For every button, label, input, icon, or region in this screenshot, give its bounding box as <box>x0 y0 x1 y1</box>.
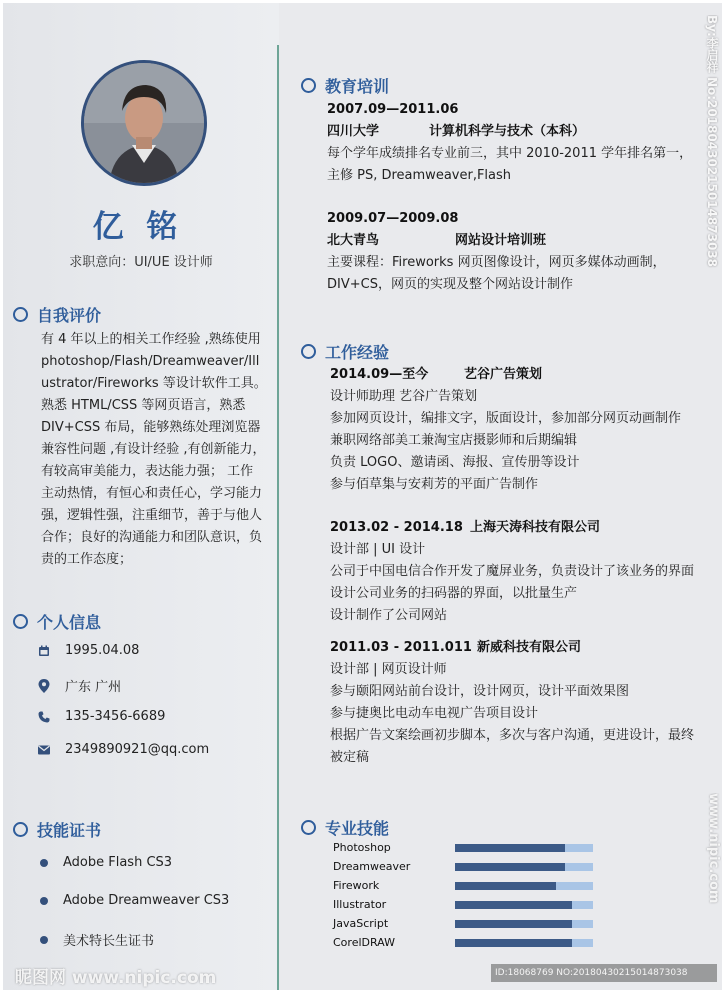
section-title: 技能证书 <box>37 821 102 840</box>
location-pin-icon <box>37 679 51 693</box>
self-eval-text <box>41 329 271 571</box>
work-line: 参与捷奥比电动车电视广告项目设计 <box>330 706 539 721</box>
skill-row <box>333 841 593 854</box>
self-eval-line: 熟悉 HTML/CSS 等网页语言，熟悉 <box>41 398 246 413</box>
cert-item <box>40 893 229 908</box>
work-date: 2013.02 - 2014.18 <box>330 520 463 535</box>
work-line: 设计部 | 网页设计师 <box>330 662 447 677</box>
phone-icon <box>37 710 51 724</box>
section-title: 教育培训 <box>325 77 390 96</box>
bullet-icon <box>40 936 48 944</box>
major-name: 计算机科学与技术（本科） <box>429 124 586 139</box>
bullet-icon <box>40 859 48 867</box>
mail-icon <box>37 743 51 757</box>
skill-bar <box>455 901 593 909</box>
cert-label: Adobe Flash CS3 <box>63 855 173 870</box>
skill-row <box>333 898 593 911</box>
resume-page <box>3 3 722 990</box>
education-line: DIV+CS，网页的实现及整个网站设计制作 <box>327 277 573 292</box>
work-line: 参与佰草集与安莉芳的平面广告制作 <box>330 477 539 492</box>
bullet-icon <box>40 897 48 905</box>
cert-item <box>40 855 172 870</box>
self-eval-line: 有 4 年以上的相关工作经验 ,熟练使用 <box>41 332 261 347</box>
self-eval-line: 责的工作态度； <box>41 552 133 567</box>
skill-bar <box>455 920 593 928</box>
avatar-photo <box>84 63 204 183</box>
watermark-side-bottom: www.nipic.com <box>706 793 721 904</box>
company-name: 新威科技有限公司 <box>477 640 582 655</box>
education-school-row <box>327 121 697 143</box>
skill-name: Illustrator <box>333 898 387 911</box>
section-circle-icon <box>13 822 28 837</box>
email-value: 2349890921@qq.com <box>65 742 210 757</box>
watermark-id: ID:18068769 NO:20180430215014873038 <box>491 964 717 982</box>
self-eval-line: 兼容性问题 ,有设计经验 ,有创新能力， <box>41 442 266 457</box>
watermark-side-top: By:李启祥 No:20180430215014873038 <box>705 15 719 268</box>
section-circle-icon <box>301 78 316 93</box>
skill-bar-fill <box>455 882 556 890</box>
self-eval-line: ustrator/Fireworks 等设计软件工具。 <box>41 376 267 391</box>
info-email <box>37 742 209 757</box>
section-title: 专业技能 <box>325 819 390 838</box>
skill-bar-fill <box>455 901 572 909</box>
skill-name: Firework <box>333 879 380 892</box>
education-entry <box>327 99 697 187</box>
work-date: 2014.09—至今 <box>330 367 429 382</box>
self-eval-line: 主动热情，有恒心和责任心，学习能力 <box>41 486 263 501</box>
education-date: 2009.07—2009.08 <box>327 211 459 226</box>
self-eval-line: DIV+CSS 布局，能够熟练处理浏览器 <box>41 420 261 435</box>
work-line: 设计师助理 艺谷广告策划 <box>330 389 478 404</box>
self-eval-line: photoshop/Flash/Dreamweaver/Ill <box>41 354 260 369</box>
skill-bar <box>455 939 593 947</box>
skill-row <box>333 879 593 892</box>
info-location <box>37 676 121 695</box>
education-school-row <box>327 230 697 252</box>
section-self-eval <box>13 303 101 326</box>
section-title: 个人信息 <box>37 613 102 632</box>
self-eval-line: 强，逻辑性强，注重细节，善于与他人 <box>41 508 263 523</box>
work-line: 公司于中国电信合作开发了魔屏业务，负责设计了该业务的界面 <box>330 564 695 579</box>
education-line: 每个学年成绩排名专业前三，其中 2010-2011 学年排名第一， <box>327 146 693 161</box>
column-divider <box>277 45 279 990</box>
work-header <box>330 364 710 386</box>
section-education <box>301 74 389 97</box>
education-entry <box>327 208 697 296</box>
work-line: 设计制作了公司网站 <box>330 608 448 623</box>
company-name: 上海天涛科技有限公司 <box>470 520 601 535</box>
work-entry <box>330 637 710 769</box>
work-line: 被定稿 <box>330 750 370 765</box>
calendar-icon <box>37 644 51 658</box>
school-name: 四川大学 <box>327 124 380 139</box>
skill-name: Photoshop <box>333 841 391 854</box>
candidate-name: 亿 铭 <box>92 209 184 245</box>
work-line: 根据广告文案绘画初步脚本，多次与客户沟通，更进设计，最终 <box>330 728 695 743</box>
work-line: 参与颐阳网站前台设计，设计网页，设计平面效果图 <box>330 684 630 699</box>
skill-bar <box>455 863 593 871</box>
work-line: 设计公司业务的扫码器的界面，以批量生产 <box>330 586 578 601</box>
work-header <box>330 637 710 659</box>
section-circle-icon <box>301 820 316 835</box>
education-line: 主修 PS, Dreamweaver,Flash <box>327 168 512 183</box>
skill-row <box>333 917 593 930</box>
education-date: 2007.09—2011.06 <box>327 102 459 117</box>
cert-label: 美术特长生证书 <box>63 934 155 949</box>
section-circle-icon <box>301 344 316 359</box>
location-value: 广东 广州 <box>65 680 122 695</box>
self-eval-line: 有较高审美能力，表达能力强； 工作 <box>41 464 254 479</box>
cert-item <box>40 930 154 949</box>
work-entry <box>330 517 710 627</box>
work-line: 兼职网络部美工兼淘宝店摄影师和后期编辑 <box>330 433 578 448</box>
section-title: 工作经验 <box>325 343 390 362</box>
skill-bar <box>455 882 593 890</box>
skill-name: JavaScript <box>333 917 389 930</box>
skill-bar-fill <box>455 920 572 928</box>
skill-name: CorelDRAW <box>333 936 395 949</box>
work-header <box>330 517 710 539</box>
avatar <box>81 60 207 186</box>
info-phone <box>37 709 165 724</box>
work-date: 2011.03 - 2011.011 <box>330 640 472 655</box>
skill-row <box>333 936 593 949</box>
major-name: 网站设计培训班 <box>455 233 547 248</box>
education-line: 主要课程：Fireworks 网页图像设计，网页多媒体动画制， <box>327 255 666 270</box>
work-line: 设计部 | UI 设计 <box>330 542 426 557</box>
work-line: 参加网页设计，编排文字，版面设计，参加部分网页动画制作 <box>330 411 682 426</box>
skill-bar <box>455 844 593 852</box>
section-work <box>301 340 389 363</box>
skill-bar-fill <box>455 844 565 852</box>
skill-name: Dreamweaver <box>333 860 411 873</box>
section-title: 自我评价 <box>37 306 102 325</box>
skill-row <box>333 860 593 873</box>
cert-label: Adobe Dreamweaver CS3 <box>63 893 230 908</box>
section-circle-icon <box>13 614 28 629</box>
section-skills <box>301 816 389 839</box>
section-certificates <box>13 818 101 841</box>
work-line: 负责 LOGO、邀请函、海报、宣传册等设计 <box>330 455 580 470</box>
skill-bar-fill <box>455 863 565 871</box>
self-eval-line: 合作；良好的沟通能力和团队意识，负 <box>41 530 263 545</box>
school-name: 北大青鸟 <box>327 233 380 248</box>
section-circle-icon <box>13 307 28 322</box>
birthday-value: 1995.04.08 <box>65 643 140 658</box>
job-intent: 求职意向：UI/UE 设计师 <box>69 255 213 270</box>
section-personal-info <box>13 610 101 633</box>
skill-bar-fill <box>455 939 572 947</box>
work-entry <box>330 364 710 496</box>
watermark-bottom-left: 昵图网 www.nipic.com <box>15 968 217 988</box>
company-name: 艺谷广告策划 <box>464 367 543 382</box>
info-birthday <box>37 643 139 658</box>
phone-value: 135-3456-6689 <box>65 709 166 724</box>
